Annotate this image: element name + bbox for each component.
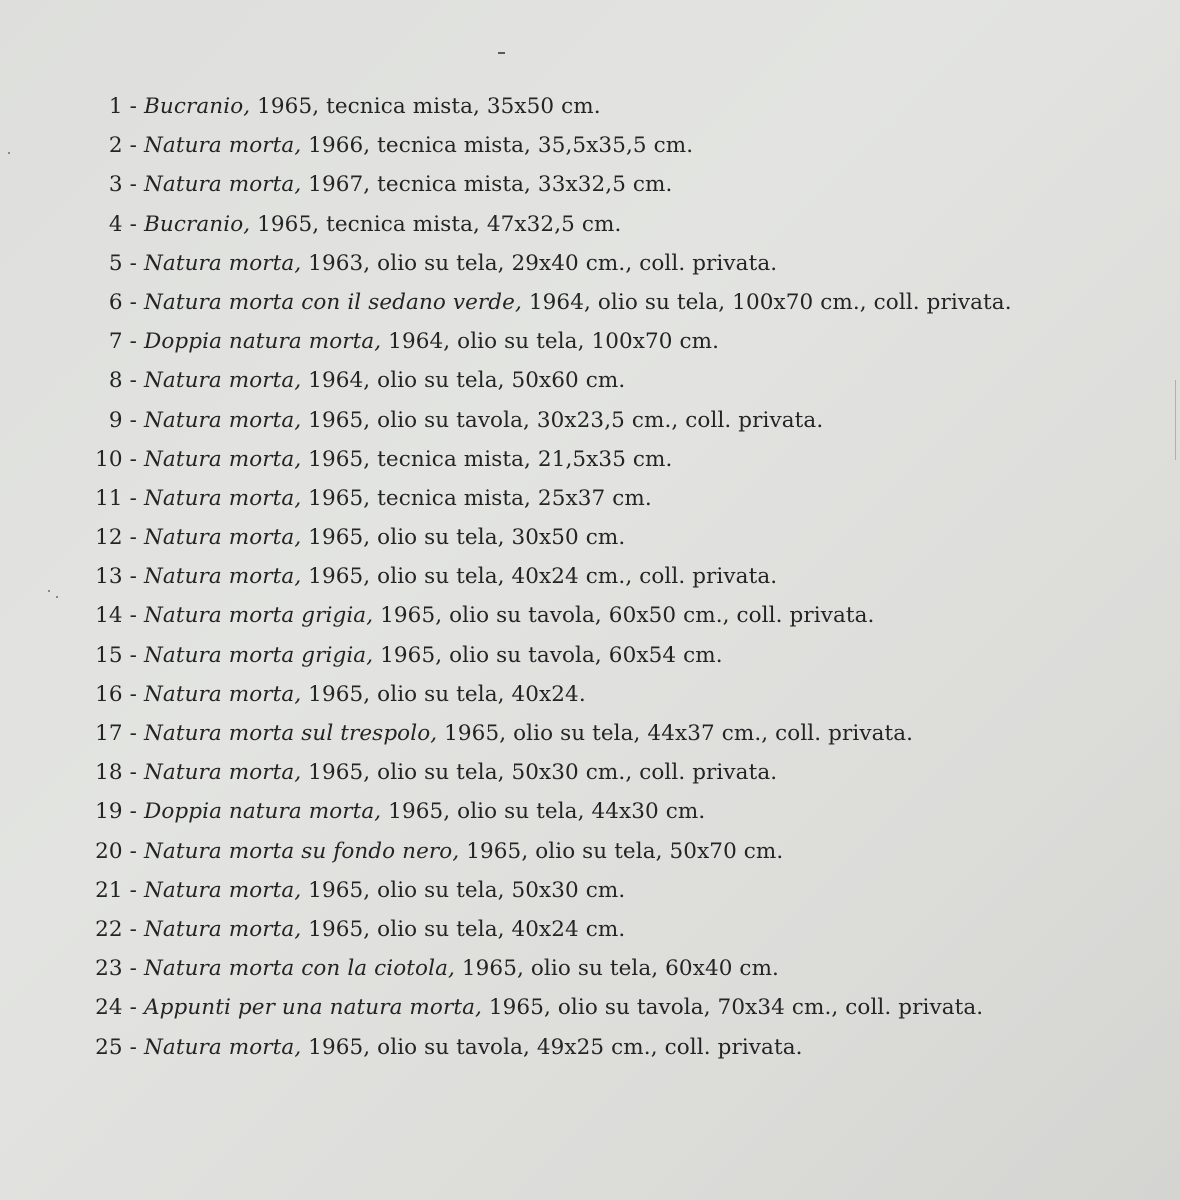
entry-title: Natura morta, xyxy=(144,485,302,511)
entry-text xyxy=(144,126,693,165)
entry-title: Doppia natura morta, xyxy=(144,329,382,355)
top-dash-mark xyxy=(498,52,505,54)
page-edge-line xyxy=(1175,380,1176,460)
entry-details: 1965, olio su tavola, 60x54 cm. xyxy=(373,642,723,668)
entry-title: Natura morta, xyxy=(144,446,302,472)
entry-title: Bucranio, xyxy=(144,94,251,119)
entry-number: 23 - xyxy=(95,956,137,982)
entry-number: 25 - xyxy=(95,1034,137,1060)
entry-number: 24 - xyxy=(95,995,137,1021)
entry-details: 1964, olio su tela, 100x70 cm., coll. privata. xyxy=(521,289,1012,315)
entry-text xyxy=(144,949,779,988)
entry-text xyxy=(144,596,874,635)
entry-number: 9 - xyxy=(108,407,137,433)
entry-details: 1965, olio su tela, 60x40 cm. xyxy=(454,956,779,982)
entry-number: 5 - xyxy=(108,250,137,276)
entry-text xyxy=(144,792,705,831)
entry-details: 1965, olio su tela, 44x30 cm. xyxy=(381,799,706,825)
entry-text xyxy=(144,871,625,910)
entry-title: Natura morta, xyxy=(144,877,302,903)
entry-text xyxy=(144,361,625,400)
entry-number: 11 - xyxy=(95,485,137,511)
entry-details: 1965, olio su tavola, 60x50 cm., coll. privata. xyxy=(373,603,875,629)
entry-title: Natura morta, xyxy=(144,407,302,433)
entry-number: 15 - xyxy=(95,642,137,668)
entry-text xyxy=(144,205,621,244)
entry-number: 2 - xyxy=(108,133,137,159)
entry-number: 18 - xyxy=(95,760,137,786)
entry-number: 21 - xyxy=(95,877,137,903)
entry-title: Doppia natura morta, xyxy=(144,799,382,825)
entry-title: Natura morta, xyxy=(144,250,302,276)
entry-text xyxy=(144,557,777,596)
entry-number: 7 - xyxy=(108,329,137,355)
entry-text xyxy=(144,479,652,518)
entry-title: Natura morta, xyxy=(144,916,302,942)
entry-number: 13 - xyxy=(95,564,137,590)
entry-text xyxy=(144,322,719,361)
entry-details: 1965, tecnica mista, 25x37 cm. xyxy=(301,485,652,511)
entry-text xyxy=(144,283,1012,322)
entry-title: Natura morta, xyxy=(144,368,302,394)
entry-title: Natura morta, xyxy=(144,564,302,590)
entry-title: Natura morta, xyxy=(144,133,302,159)
entry-details: 1965, tecnica mista, 47x32,5 cm. xyxy=(250,211,622,237)
entry-text xyxy=(144,910,625,949)
entry-text xyxy=(144,1028,803,1067)
entry-text xyxy=(144,675,586,714)
entry-number: 20 - xyxy=(95,838,137,864)
entry-text xyxy=(144,832,783,871)
entry-details: 1965, tecnica mista, 21,5x35 cm. xyxy=(301,446,673,472)
entry-details: 1963, olio su tela, 29x40 cm., coll. privata. xyxy=(301,250,778,276)
entry-number: 22 - xyxy=(95,916,137,942)
entry-number: 12 - xyxy=(95,525,137,551)
entry-number: 14 - xyxy=(95,603,137,629)
entry-details: 1965, olio su tela, 44x37 cm., coll. privata. xyxy=(437,721,914,746)
entry-number: 4 - xyxy=(108,211,137,237)
entry-details: 1965, olio su tela, 50x30 cm., coll. privata. xyxy=(301,760,778,786)
entry-title: Natura morta, xyxy=(144,760,302,786)
entry-details: 1967, tecnica mista, 33x32,5 cm. xyxy=(301,172,673,198)
entry-text xyxy=(144,636,723,675)
paper-speck xyxy=(56,596,58,598)
entry-number: 19 - xyxy=(95,799,137,825)
entry-details: 1965, olio su tela, 40x24 cm. xyxy=(301,916,626,942)
entry-details: 1964, olio su tela, 100x70 cm. xyxy=(381,329,720,355)
entry-number: 8 - xyxy=(108,368,137,394)
entry-details: 1965, olio su tavola, 30x23,5 cm., coll. privata. xyxy=(301,407,824,433)
entry-text xyxy=(144,244,777,283)
entry-text xyxy=(144,87,601,126)
entry-title: Natura morta, xyxy=(144,172,302,198)
entry-title: Natura morta, xyxy=(144,1034,302,1060)
entry-number: 10 - xyxy=(95,446,137,472)
entry-details: 1965, olio su tela, 40x24 cm., coll. privata. xyxy=(301,564,778,590)
entry-title: Natura morta con la ciotola, xyxy=(144,956,455,982)
entry-title: Natura morta grigia, xyxy=(144,642,374,668)
entry-number: 16 - xyxy=(95,681,137,707)
entry-number: 3 - xyxy=(108,172,137,198)
entry-text xyxy=(144,518,625,557)
entry-title: Bucranio, xyxy=(144,211,251,237)
entry-title: Natura morta grigia, xyxy=(144,603,374,629)
entry-number: 6 - xyxy=(108,289,137,315)
entry-text xyxy=(144,988,983,1027)
entry-text xyxy=(144,401,823,440)
entry-details: 1965, olio su tavola, 49x25 cm., coll. privata. xyxy=(301,1034,803,1060)
entry-number: 17 - xyxy=(95,721,137,746)
entry-details: 1966, tecnica mista, 35,5x35,5 cm. xyxy=(301,133,694,159)
paper-speck xyxy=(48,590,50,592)
entry-text xyxy=(144,165,672,204)
entry-details: 1965, olio su tavola, 70x34 cm., coll. privata. xyxy=(481,995,984,1021)
entry-text xyxy=(144,714,913,753)
entry-title: Natura morta, xyxy=(144,525,302,551)
entry-text xyxy=(144,753,777,792)
entry-title: Natura morta con il sedano verde, xyxy=(144,289,522,315)
entry-details: 1965, olio su tela, 40x24. xyxy=(301,681,586,707)
entry-title: Natura morta su fondo nero, xyxy=(144,838,460,864)
entry-number: 1 - xyxy=(108,94,137,119)
paper-speck xyxy=(8,152,10,154)
entry-title: Natura morta, xyxy=(144,681,302,707)
entry-title: Appunti per una natura morta, xyxy=(144,995,482,1021)
entry-title: Natura morta sul trespolo, xyxy=(144,721,438,746)
entry-details: 1965, olio su tela, 50x30 cm. xyxy=(301,877,626,903)
entry-text xyxy=(144,440,672,479)
entry-details: 1965, olio su tela, 30x50 cm. xyxy=(301,525,626,551)
entry-details: 1964, olio su tela, 50x60 cm. xyxy=(301,368,626,394)
entry-details: 1965, tecnica mista, 35x50 cm. xyxy=(250,94,601,119)
entry-details: 1965, olio su tela, 50x70 cm. xyxy=(459,838,784,864)
